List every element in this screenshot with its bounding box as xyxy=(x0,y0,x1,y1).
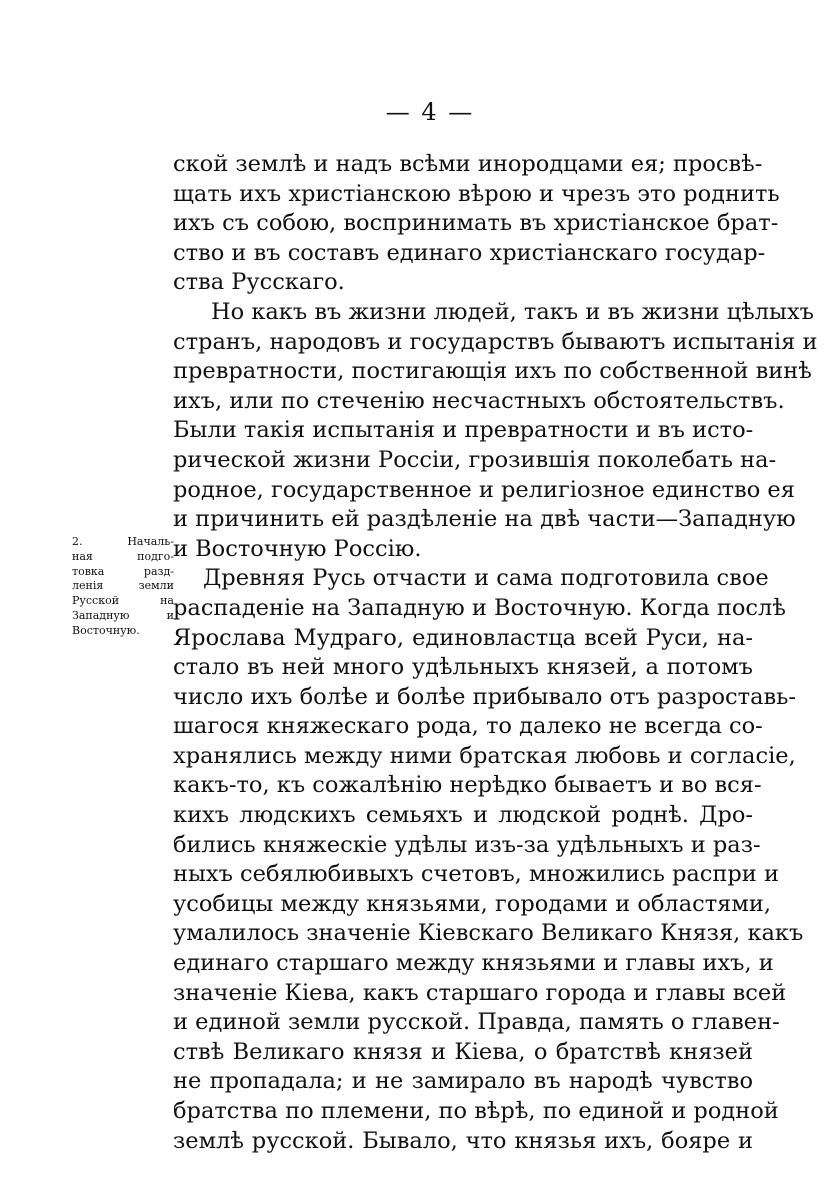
text-line: распаденіе на Западную и Восточную. Когда послѣ xyxy=(173,594,786,621)
text-line: и единой земли русской. Правда, память о главен- xyxy=(173,1009,780,1036)
text-line: родное, государственное и религіозное единство ея xyxy=(173,476,795,503)
text-line: какъ-то, къ сожалѣнію нерѣдко бываетъ и во вся- xyxy=(173,772,762,799)
paragraph-start-line: Но какъ въ жизни людей, такъ и въ жизни цѣлыхъ xyxy=(211,298,814,325)
text-line: и причинить ей раздѣленіе на двѣ части—Западную xyxy=(173,506,796,533)
text-line: рической жизни Россіи, грозившія поколебать на- xyxy=(173,446,777,473)
text-line: стало въ ней много удѣльныхъ князей, а потомъ xyxy=(173,654,753,681)
text-line: Были такія испытанія и превратности и въ исто- xyxy=(173,417,754,444)
text-line: и Восточную Россію. xyxy=(173,535,422,562)
text-line: Ярослава Мудраго, единовластца всей Руси, на- xyxy=(173,624,753,651)
text-line: бились княжескіе удѣлы изъ-за удѣльныхъ и раз- xyxy=(173,831,761,858)
margin-note-line: Восточную. xyxy=(72,623,140,637)
text-line: ихъ съ собою, воспринимать въ христіанское брат- xyxy=(173,210,779,237)
text-line: ихъ, или по стеченію несчастныхъ обстоятельствъ. xyxy=(173,387,785,414)
text-line: усобицы между князьями, городами и областями, xyxy=(173,890,772,917)
text-line: превратности, постигающія ихъ по собственной винѣ xyxy=(173,358,812,385)
text-line: число ихъ болѣе и болѣе прибывало отъ разроставь- xyxy=(173,683,797,710)
text-line: умалилось значеніе Кіевскаго Великаго Князя, какъ xyxy=(173,920,804,947)
text-line: не пропадала; и не замирало въ народѣ чувство xyxy=(173,1068,753,1095)
margin-note-line: товка разд- xyxy=(72,564,174,578)
text-line: кихъ людскихъ семьяхъ и людской роднѣ. Дро- xyxy=(173,802,753,829)
text-line: щать ихъ христіанскою вѣрою и чрезъ это роднить xyxy=(173,180,780,207)
body-text xyxy=(173,150,818,1156)
margin-note xyxy=(72,535,174,639)
margin-note-line: 2. Началь- xyxy=(72,535,174,548)
margin-note-line: Русской на xyxy=(72,594,174,608)
margin-note-line: ная подго- xyxy=(72,549,174,563)
text-line: значеніе Кіева, какъ старшаго города и главы всей xyxy=(173,979,787,1006)
text-line: братства по племени, по вѣрѣ, по единой и родной xyxy=(173,1098,779,1124)
text-line: ской землѣ и надъ всѣми инородцами ея; просвѣ- xyxy=(173,151,763,177)
text-line: единаго старшаго между князьями и главы ихъ, и xyxy=(173,950,774,977)
margin-note-line: ленія земли xyxy=(72,579,174,593)
text-line: ныхъ себялюбивыхъ счетовъ, множились распри и xyxy=(173,861,779,888)
text-line: ство и въ составъ единаго христіанскаго государ- xyxy=(173,239,766,266)
text-line: странъ, народовъ и государствъ бываютъ испытанія и xyxy=(173,328,818,355)
page-number: — 4 — xyxy=(385,98,475,126)
text-line: ства Русскаго. xyxy=(173,269,345,296)
text-line: ствѣ Великаго князя и Кіева, о братствѣ князей xyxy=(173,1038,753,1065)
margin-note-line: Западную и xyxy=(72,608,174,622)
text-line: землѣ русской. Бывало, что князья ихъ, бояре и xyxy=(173,1127,753,1154)
text-line: шагося княжескаго рода, то далеко не всегда со- xyxy=(173,713,763,740)
text-line: хранялись между ними братская любовь и согласіе, xyxy=(173,742,796,769)
paragraph-start-line: Древняя Русь отчасти и сама подготовила свое xyxy=(203,565,769,592)
